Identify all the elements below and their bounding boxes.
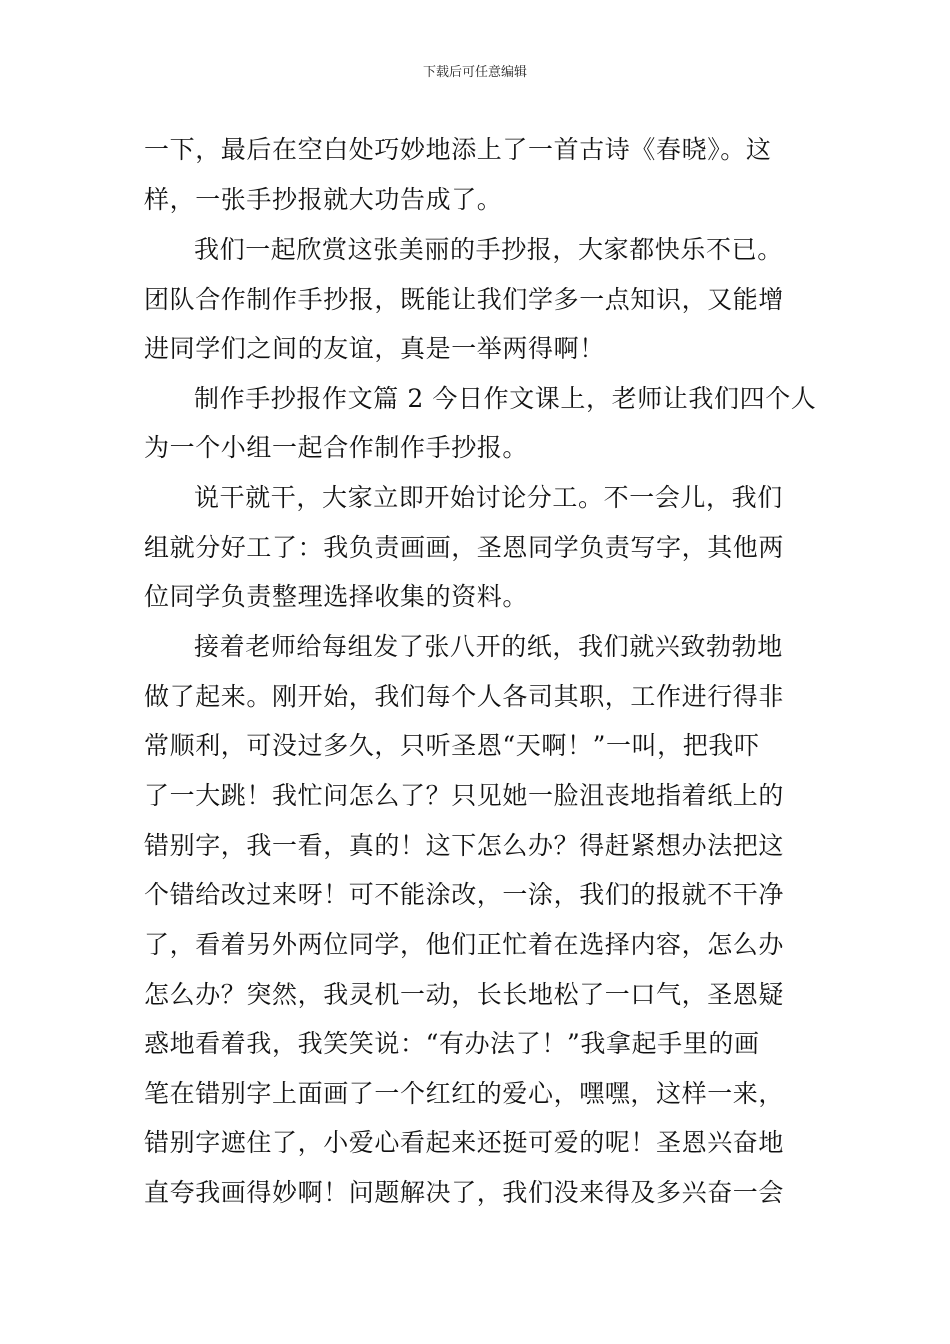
text-line: 位同学负责整理选择收集的资料。 [144,582,529,611]
text-line: 错别字，我一看，真的！这下怎么办？得赶紧想办法把这 [144,831,785,860]
text-line: 做了起来。刚开始，我们每个人各司其职，工作进行得非 [144,682,785,711]
text-line: 组就分好工了：我负责画画，圣恩同学负责写字，其他两 [144,533,785,562]
text-line: 个错给改过来呀！可不能涂改，一涂，我们的报就不干净 [144,880,785,909]
text-line: 说干就干，大家立即开始讨论分工。不一会儿，我们 [194,483,783,512]
text-line: 了一大跳！我忙问怎么了？只见她一脸沮丧地指着纸上的 [144,781,785,810]
text-line: 接着老师给每组发了张八开的纸，我们就兴致勃勃地 [194,632,783,661]
text-line: 一下，最后在空白处巧妙地添上了一首古诗《春晓》。这 [144,135,772,164]
text-line: 进同学们之间的友谊，真是一举两得啊！ [144,334,605,363]
text-line: 惑地看着我，我笑笑说：“有办法了！”我拿起手里的画 [144,1029,760,1058]
page-header: 下载后可任意编辑 [422,65,527,80]
text-line: 团队合作制作手抄报，既能让我们学多一点知识，又能增 [144,285,785,314]
text-line: 样，一张手抄报就大功告成了。 [144,185,503,214]
text-line: 常顺利，可没过多久，只听圣恩“天啊！”一叫，把我吓 [144,731,760,760]
text-line: 为一个小组一起合作制作手抄报。 [144,433,529,462]
text-line: 笔在错别字上面画了一个红红的爱心，嘿嘿，这样一来， [144,1079,785,1108]
text-line: 怎么办？突然，我灵机一动，长长地松了一口气，圣恩疑 [144,980,785,1009]
text-line: 了，看着另外两位同学，他们正忙着在选择内容，怎么办 [144,930,785,959]
text-line: 制作手抄报作文篇 2 今日作文课上，老师让我们四个人 [194,384,817,413]
text-line: 错别字遮住了，小爱心看起来还挺可爱的呢！圣恩兴奋地 [144,1128,785,1157]
text-line: 我们一起欣赏这张美丽的手抄报，大家都快乐不已。 [194,235,783,264]
text-line: 直夸我画得妙啊！问题解决了，我们没来得及多兴奋一会 [144,1178,785,1207]
